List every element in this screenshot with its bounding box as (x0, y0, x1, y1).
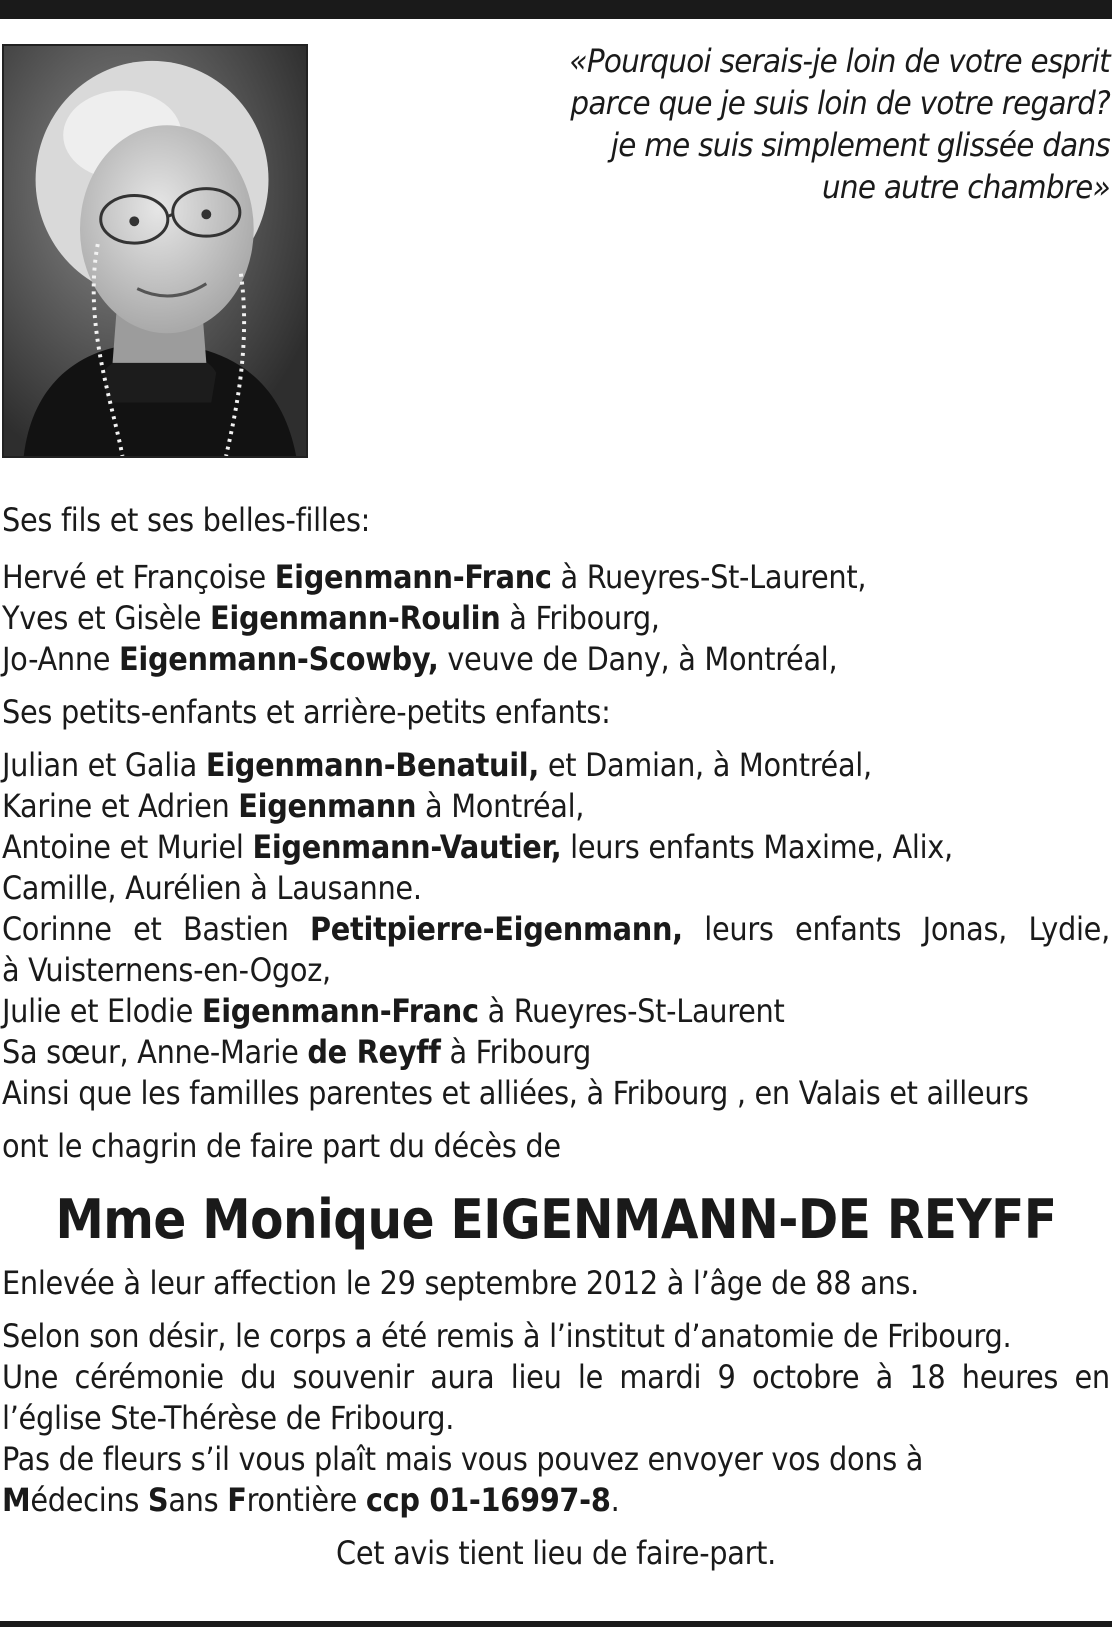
portrait-photo (2, 44, 308, 458)
family-text: Corinne (2, 910, 112, 948)
family-text: Jo-Anne (2, 640, 120, 678)
family-text: à Montréal, (416, 787, 585, 825)
details-line: Selon son désir, le corps a été remis à l’institut d’anatomie de Fribourg. (2, 1317, 1012, 1355)
donation-account: ccp 01-16997-8 (365, 1481, 611, 1519)
ceremony-word: Une (2, 1358, 59, 1396)
family-line (2, 827, 1110, 868)
families-line: Ainsi que les familles parentes et alliées, à Fribourg , en Valais et ailleurs (2, 1074, 1029, 1112)
family-text: à Fribourg (440, 1033, 591, 1071)
donation-initial: S (147, 1481, 169, 1519)
ceremony-word: à (875, 1358, 894, 1396)
ceremony-word: 18 (909, 1358, 946, 1396)
family-text: enfants (795, 910, 902, 948)
family-line-justified (2, 909, 1110, 950)
family-text: veuve de Dany, à Montréal, (438, 640, 838, 678)
details-line: l’église Ste-Thérèse de Fribourg. (2, 1399, 455, 1437)
family-name: Eigenmann (238, 787, 417, 825)
family-name: Eigenmann-Franc (201, 992, 479, 1030)
portrait-icon (4, 46, 306, 456)
family-line (2, 557, 1110, 598)
family-name: Eigenmann-Franc (274, 558, 552, 596)
donation-text: ans (168, 1481, 228, 1519)
family-text: Yves et Gisèle (2, 599, 211, 637)
family-name: Petitpierre-Eigenmann, (309, 910, 683, 948)
ceremony-word: octobre (751, 1358, 860, 1396)
announcement: ont le chagrin de faire part du décès de (2, 1127, 561, 1165)
ceremony-word: aura (430, 1358, 495, 1396)
family-text: Antoine et Muriel (2, 828, 253, 866)
family-text: et Damian, à Montréal, (539, 746, 872, 784)
family-name: Eigenmann-Roulin (210, 599, 501, 637)
family-text: Lydie, (1028, 910, 1110, 948)
family-line (2, 991, 1110, 1032)
ceremony-line (2, 1357, 1110, 1398)
grandchildren-list (2, 745, 1110, 1114)
family-line (2, 598, 1110, 639)
bottom-rule (0, 1621, 1112, 1627)
ceremony-word: en (1074, 1358, 1110, 1396)
family-name: Eigenmann-Scowby, (119, 640, 439, 678)
family-text: leurs enfants Maxime, Alix, (561, 828, 953, 866)
ceremony-word: le (577, 1358, 604, 1396)
donation-line (2, 1480, 1110, 1521)
family-line (2, 786, 1110, 827)
family-line (2, 1032, 1110, 1073)
ceremony-word: mardi (619, 1358, 702, 1396)
details-line: Pas de fleurs s’il vous plaît mais vous pouvez envoyer vos dons à (2, 1440, 924, 1478)
family-text: à Rueyres-St-Laurent (478, 992, 785, 1030)
family-text: Sa sœur, Anne-Marie (2, 1033, 308, 1071)
family-text: Hervé et Françoise (2, 558, 275, 596)
donation-text: édecins (30, 1481, 148, 1519)
sons-list (2, 557, 1110, 680)
funeral-details (2, 1316, 1110, 1521)
donation-initial: M (2, 1481, 31, 1519)
ceremony-word: cérémonie (74, 1358, 224, 1396)
sons-header: Ses fils et ses belles-filles: (2, 501, 371, 539)
family-text: Jonas, (922, 910, 1007, 948)
ceremony-word: heures (961, 1358, 1059, 1396)
obituary-body (2, 500, 1110, 1574)
ceremony-word: du (240, 1358, 277, 1396)
death-info: Enlevée à leur affection le 29 septembre 2012 à l’âge de 88 ans. (2, 1264, 919, 1302)
deceased-name: Mme Monique EIGENMANN-DE REYFF (55, 1188, 1057, 1251)
quote-line: une autre chambre» (821, 168, 1110, 206)
top-rule (0, 0, 1112, 19)
family-text: à Fribourg, (500, 599, 660, 637)
quote-line: je me suis simplement glissée dans (610, 126, 1110, 164)
ceremony-word: 9 (717, 1358, 736, 1396)
donation-text: . (610, 1481, 620, 1519)
donation-initial: F (227, 1481, 247, 1519)
ceremony-word: souvenir (292, 1358, 414, 1396)
family-name: Eigenmann-Benatuil, (205, 746, 540, 784)
closing-note: Cet avis tient lieu de faire-part. (336, 1534, 776, 1572)
family-text: à Rueyres-St-Laurent, (551, 558, 867, 596)
family-text: et (133, 910, 162, 948)
family-text: Bastien (182, 910, 289, 948)
quote-line: parce que je suis loin de votre regard? (570, 84, 1110, 122)
family-line-continued: Camille, Aurélien à Lausanne. (2, 869, 422, 907)
donation-text: rontière (246, 1481, 366, 1519)
quote-line: «Pourquoi serais-je loin de votre esprit (569, 42, 1110, 80)
family-line (2, 639, 1110, 680)
family-name: Eigenmann-Vautier, (252, 828, 562, 866)
family-line-continued: à Vuisternens-en-Ogoz, (2, 951, 331, 989)
family-text: Julian et Galia (2, 746, 206, 784)
family-name: de Reyff (307, 1033, 441, 1071)
grandchildren-header: Ses petits-enfants et arrière-petits enfants: (2, 693, 611, 731)
ceremony-word: lieu (510, 1358, 562, 1396)
epitaph-quote (540, 40, 1110, 208)
family-text: Julie et Elodie (2, 992, 202, 1030)
family-line (2, 745, 1110, 786)
family-text: Karine et Adrien (2, 787, 239, 825)
family-text: leurs (704, 910, 774, 948)
